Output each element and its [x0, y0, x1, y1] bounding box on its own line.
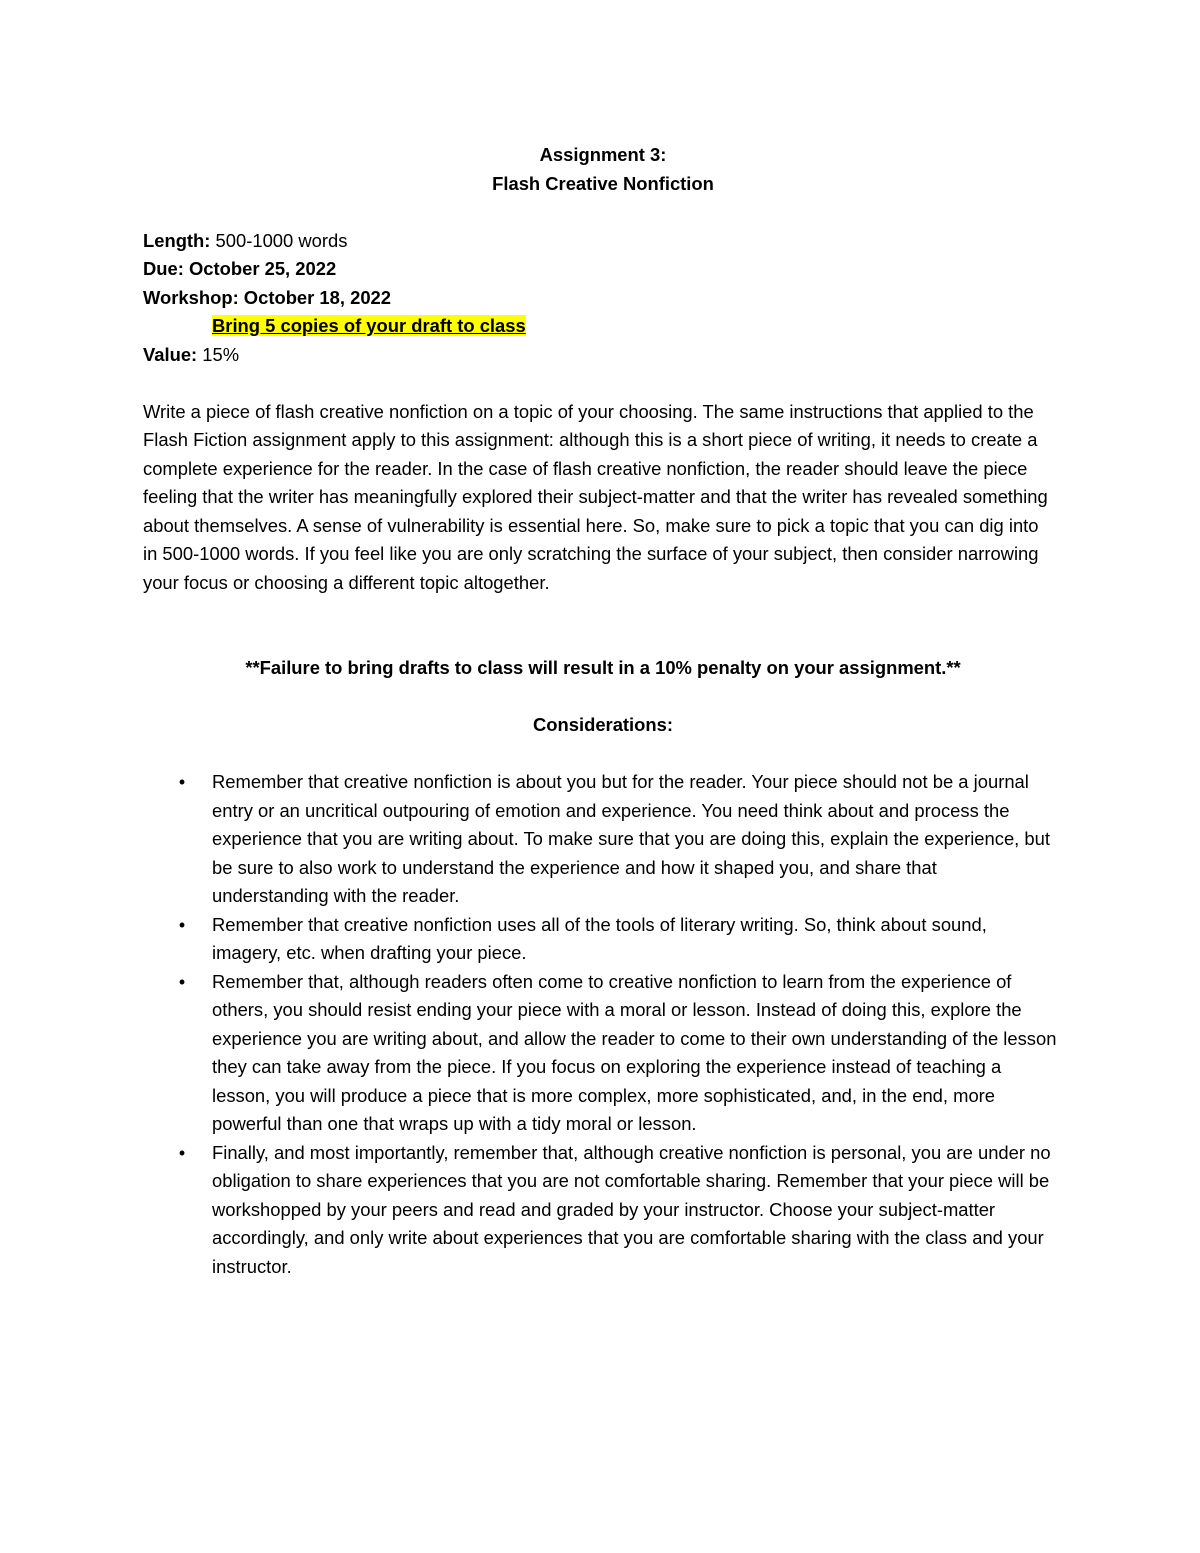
length-value: 500-1000 words	[210, 229, 348, 251]
length-label: Length:	[143, 229, 211, 251]
spacer	[143, 198, 1063, 227]
document-content	[143, 141, 1063, 1281]
list-item	[143, 968, 1058, 1139]
penalty-notice: **Failure to bring drafts to class will result in a 10% penalty on your assignment.**	[245, 657, 961, 678]
value-label: Value:	[143, 343, 198, 365]
highlight-line	[143, 312, 1063, 341]
due-text: Due: October 25, 2022	[143, 258, 337, 279]
intro-paragraph: Write a piece of flash creative nonfiction on a topic of your choosing. The same instructions that applied to the Flash Fiction assignment apply to this assignment: although this is a short piece of writing, it needs to create a complete experience for the reader. In the case of flash creative nonfiction, the reader should leave the piece feeling that the writer has meaningfully explored their subject-matter and that the writer has revealed something about themselves. A sense of vulnerability is essential here. So, make sure to pick a topic that you can dig into in 500-1000 words. If you feel like you are only scratching the surface of your subject, then consider narrowing your focus or choosing a different topic altogether.	[143, 400, 1048, 593]
spacer	[143, 369, 1063, 398]
highlighted-instruction: Bring 5 copies of your draft to class	[212, 315, 526, 336]
bullet-icon: •	[178, 772, 186, 792]
value-line	[143, 341, 1063, 370]
spacer	[143, 683, 1063, 712]
assignment-title: Flash Creative Nonfiction	[492, 172, 714, 194]
value-value: 15%	[197, 343, 240, 365]
bullet-icon: •	[178, 914, 186, 935]
list-item-text: Remember that, although readers often come to creative nonfiction to learn from the experience of others, you should resist ending your piece with a moral or lesson. Instead of doing this, explore the experience you are writing about, and allow the reader to come to their own understanding of the lesson they can take away from the piece. If you focus on exploring the experience instead of teaching a lesson, you will produce a piece that is more complex, more sophisticated, and, in the end, more powerful than one that wraps up with a tidy moral or lesson.	[212, 970, 1057, 1134]
due-line	[143, 255, 1063, 284]
considerations-list	[143, 768, 1063, 1281]
considerations-heading: Considerations:	[533, 714, 673, 735]
bullet-icon: •	[178, 971, 186, 992]
length-line	[143, 227, 1063, 256]
list-item	[143, 911, 1058, 968]
list-item-text: Finally, and most importantly, remember that, although creative nonfiction is personal, you are under no obligation to share experiences that you are not comfortable sharing. Remember that your piece will be workshopped by your peers and read and graded by your instructor. Choose your subject-matter accordingly, and only write about experiences that you are comfortable sharing with the class and your instructor.	[212, 1141, 1051, 1277]
bullet-icon: •	[178, 1142, 186, 1163]
list-item-text: Remember that creative nonfiction is about you but for the reader. Your piece should not be a journal entry or an uncritical outpouring of emotion and experience. You need think about and process the experience that you are writing about. To make sure that you are doing this, explain the experience, but be sure to also work to understand the experience and how it shaped you, and share that understanding with the reader.	[212, 771, 1050, 906]
assignment-number: Assignment 3:	[539, 144, 667, 165]
workshop-line	[143, 284, 1063, 313]
workshop-text: Workshop: October 18, 2022	[143, 286, 392, 308]
list-item-text: Remember that creative nonfiction uses all of the tools of literary writing. So, think about sound, imagery, etc. when drafting your piece.	[212, 913, 987, 963]
spacer	[143, 740, 1063, 769]
list-item	[143, 768, 1058, 911]
list-item	[143, 1139, 1058, 1282]
spacer	[143, 597, 1063, 654]
